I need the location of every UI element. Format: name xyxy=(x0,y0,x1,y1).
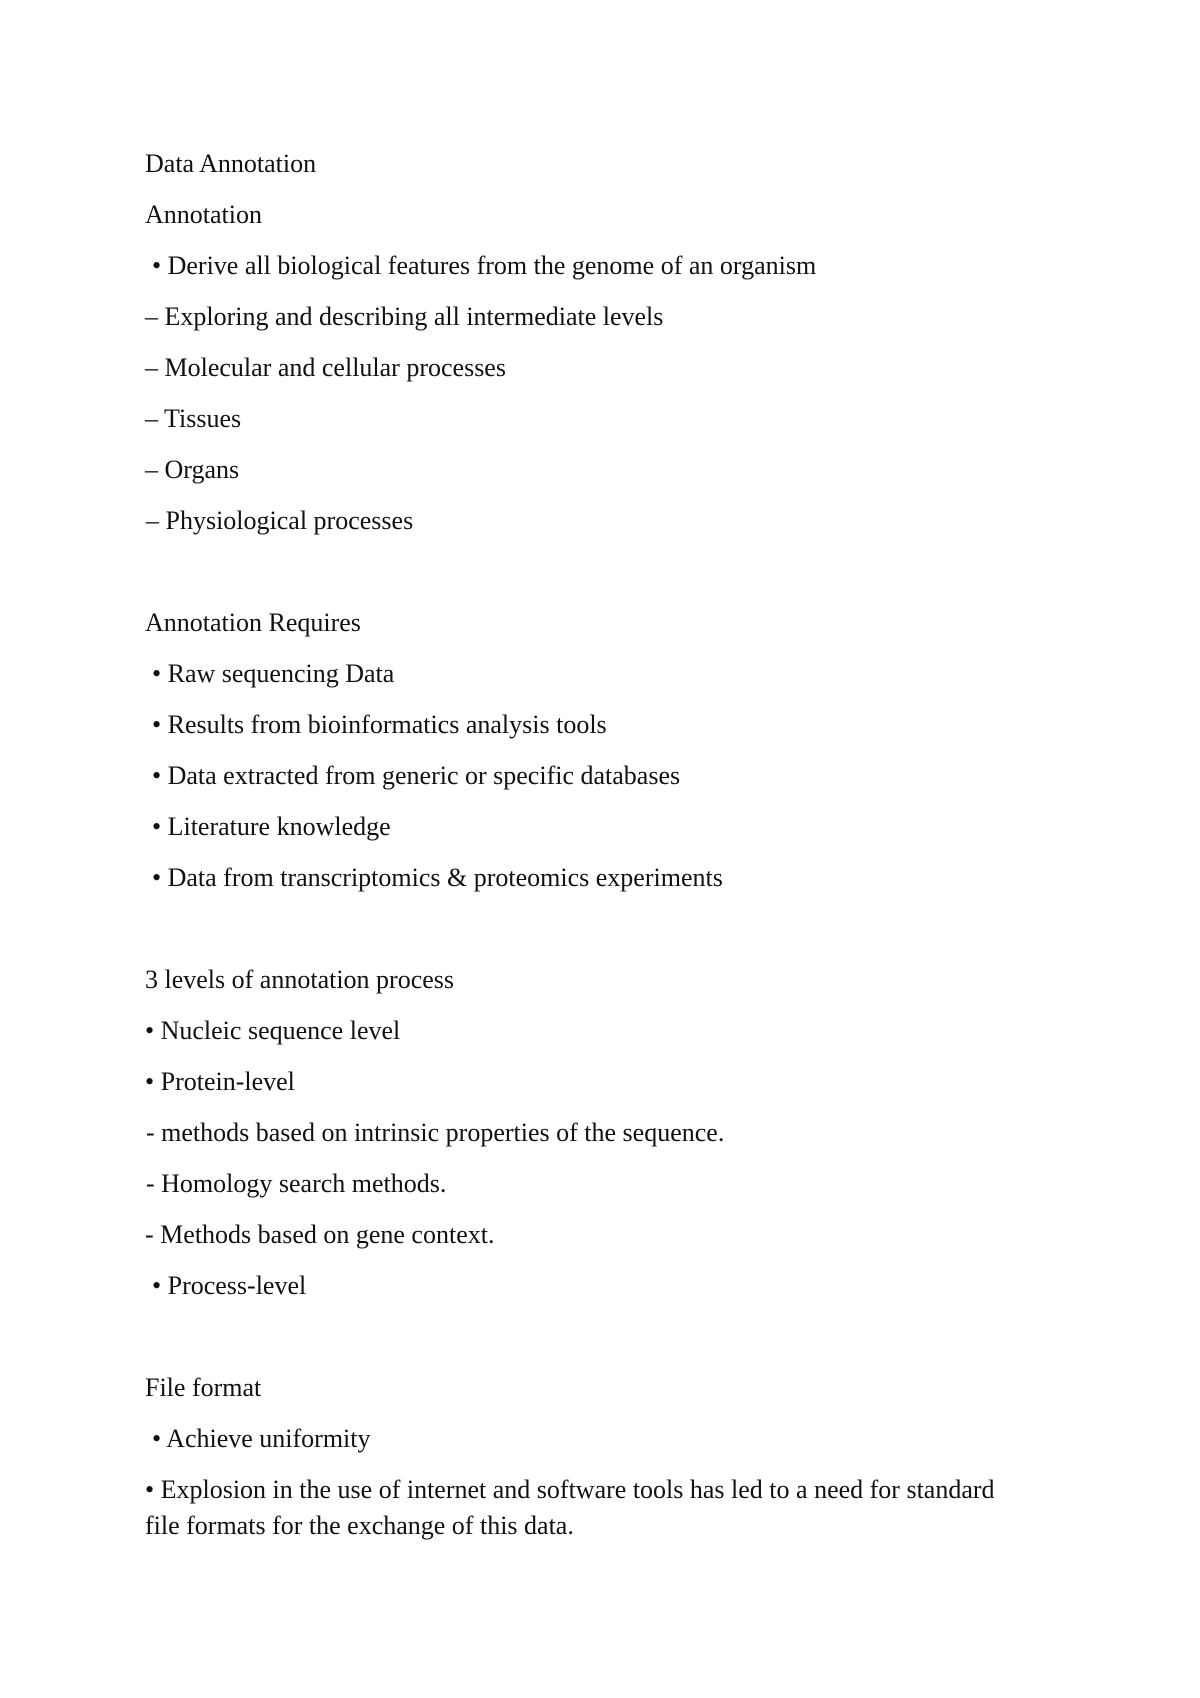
list-item: - Methods based on gene context. xyxy=(145,1220,495,1249)
list-item: – Physiological processes xyxy=(146,506,414,535)
list-item: • Data extracted from generic or specific databases xyxy=(152,761,681,790)
section-heading-annotation-levels: 3 levels of annotation process xyxy=(145,965,455,994)
list-item: - methods based on intrinsic properties of the sequence. xyxy=(146,1118,725,1147)
list-item: - Homology search methods. xyxy=(146,1169,447,1198)
list-item: • Data from transcriptomics & proteomics experiments xyxy=(152,863,723,892)
list-item: – Exploring and describing all intermediate levels xyxy=(145,302,664,331)
section-heading-annotation-requires: Annotation Requires xyxy=(145,608,361,637)
list-item: • Nucleic sequence level xyxy=(145,1016,401,1045)
list-item: – Organs xyxy=(145,455,240,484)
list-item: • Process-level xyxy=(152,1271,307,1300)
list-item: • Achieve uniformity xyxy=(152,1424,371,1453)
section-heading-file-format: File format xyxy=(145,1373,262,1402)
list-item: • Raw sequencing Data xyxy=(152,659,395,688)
document-title: Data Annotation xyxy=(145,149,317,178)
list-item: – Tissues xyxy=(145,404,242,433)
list-item: – Molecular and cellular processes xyxy=(145,353,506,382)
section-heading-annotation: Annotation xyxy=(145,200,262,229)
list-item: • Literature knowledge xyxy=(152,812,391,841)
list-item: • Derive all biological features from the genome of an organism xyxy=(152,251,817,280)
list-item: • Explosion in the use of internet and software tools has led to a need for standard file formats for the exchange of this data. xyxy=(145,1475,995,1540)
list-item: • Results from bioinformatics analysis tools xyxy=(152,710,607,739)
list-item: • Protein-level xyxy=(145,1067,295,1096)
